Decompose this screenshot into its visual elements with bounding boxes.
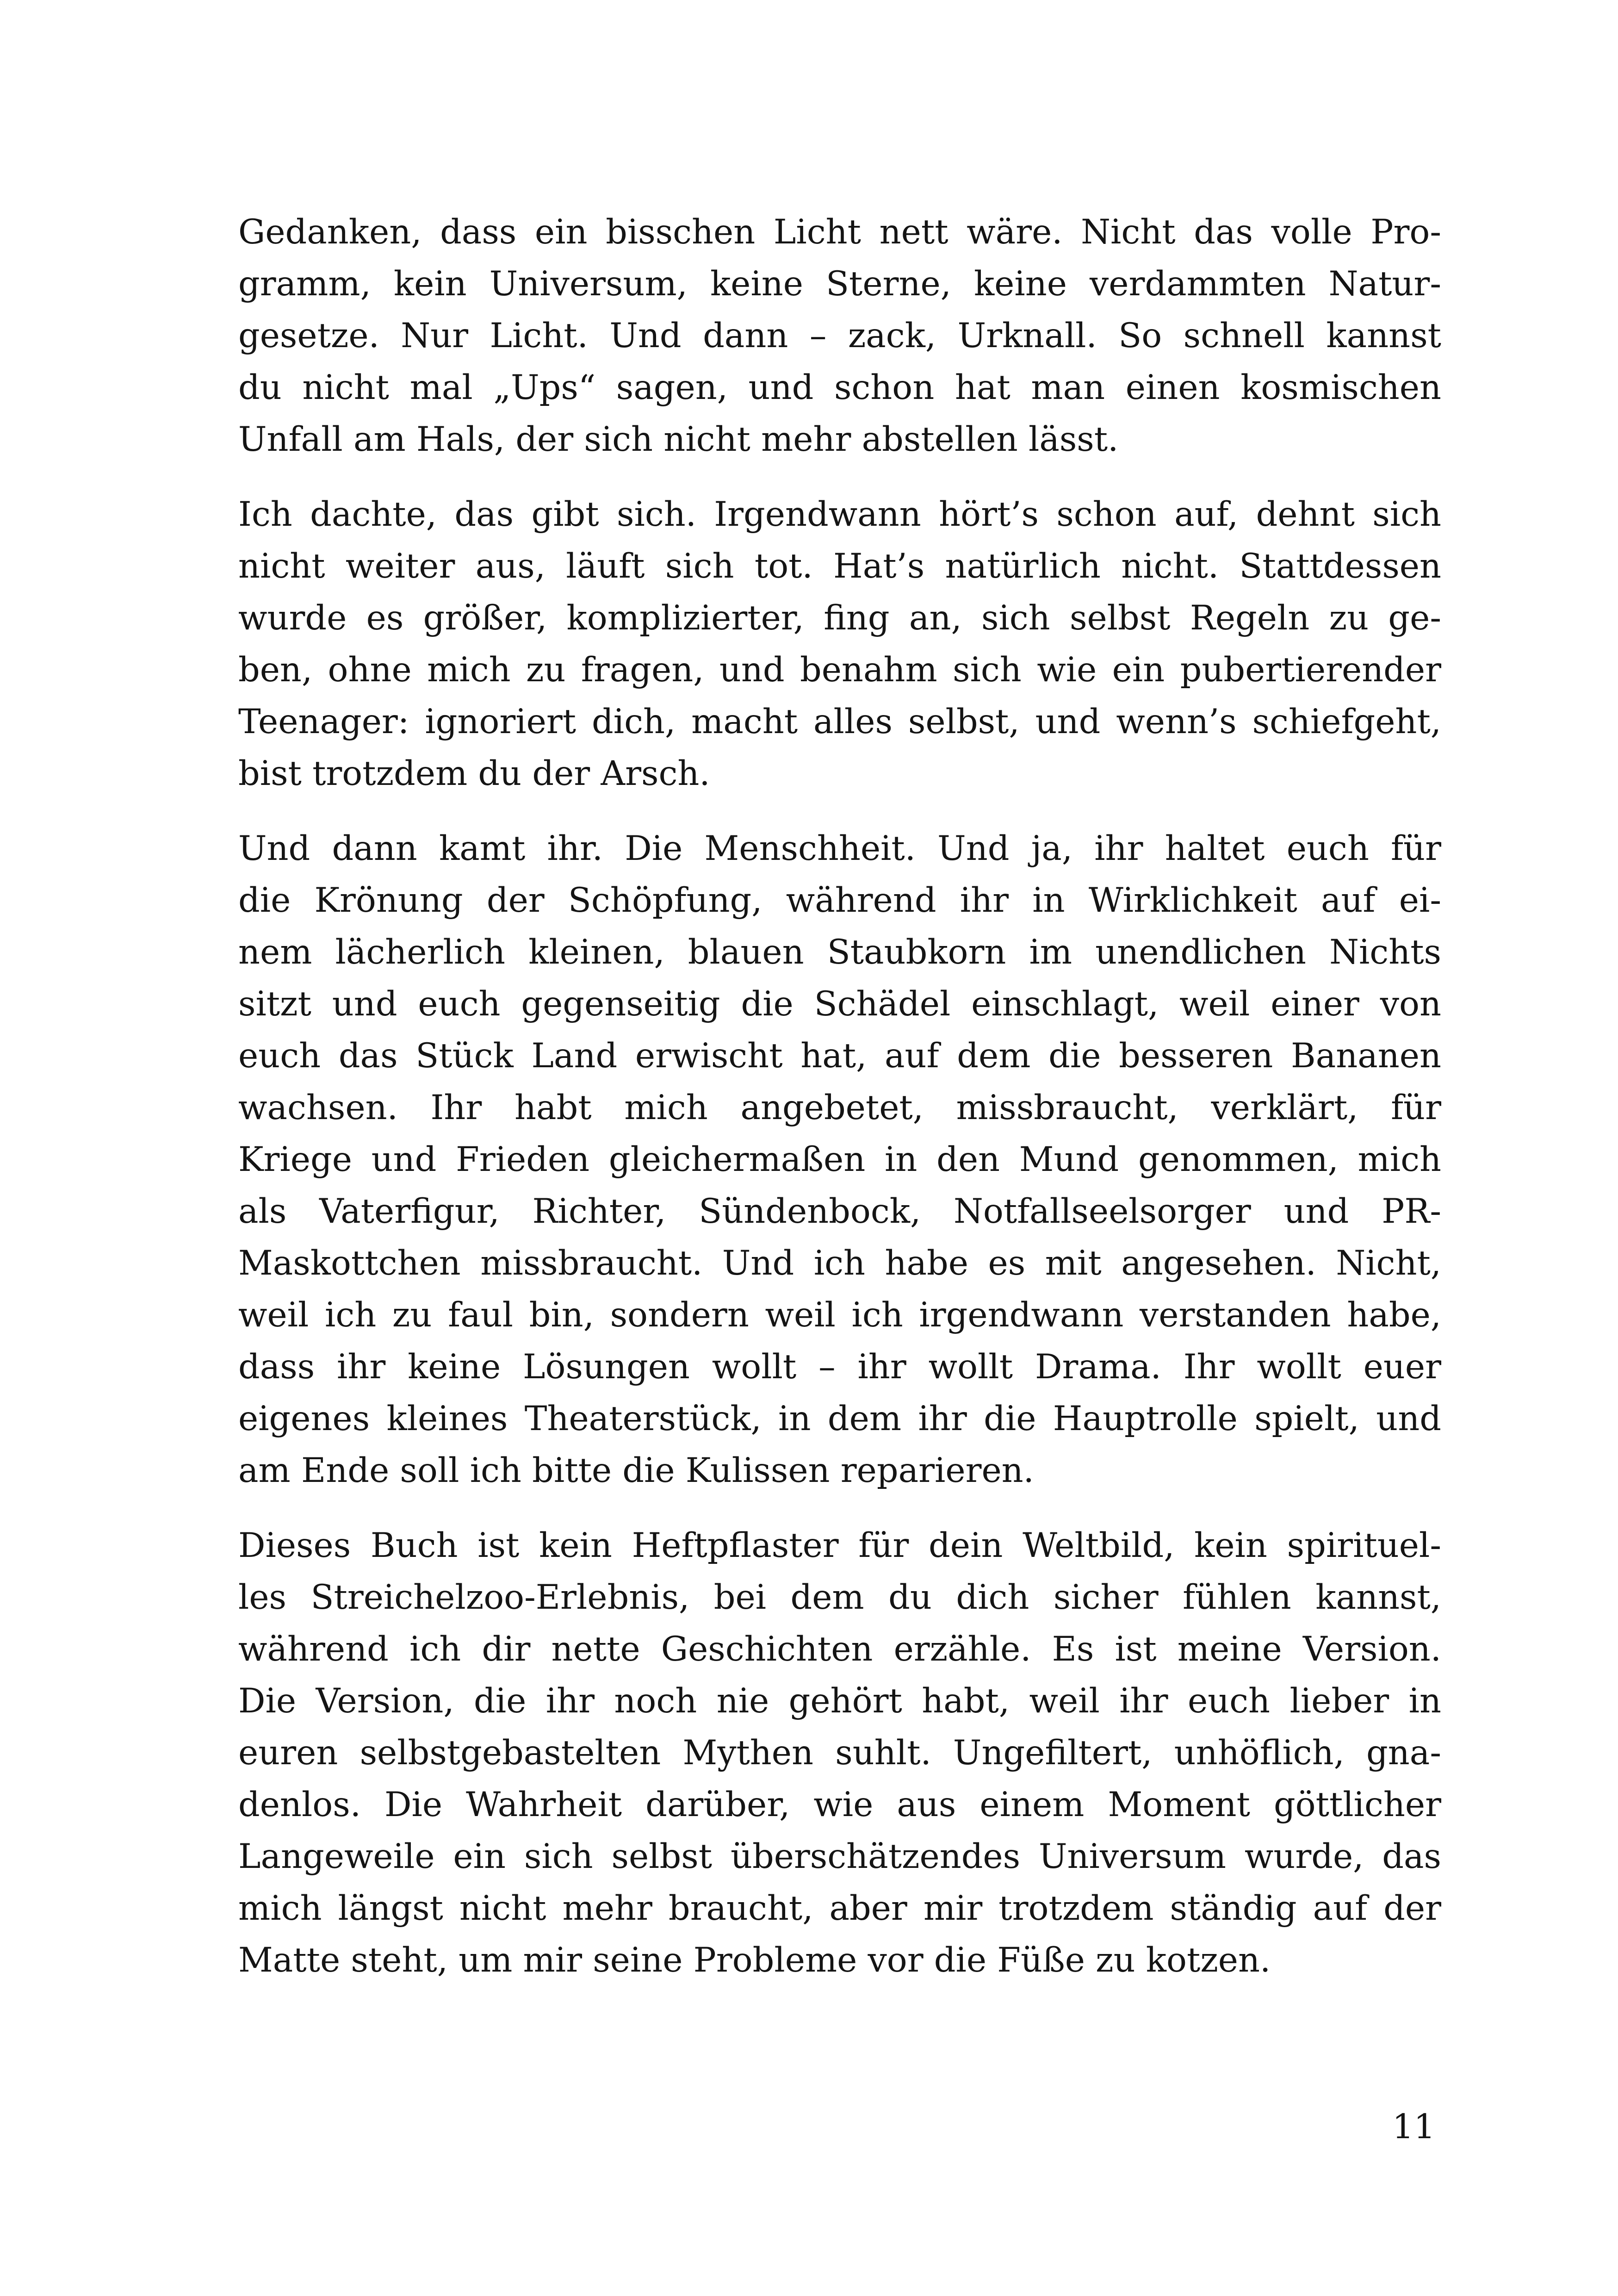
text-line: Matte steht, um mir seine Probleme vor die Füße zu kotzen. (238, 1941, 1271, 1980)
text-line: am Ende soll ich bitte die Kulissen reparieren. (238, 1451, 1034, 1490)
text-line: gramm, kein Universum, keine Sterne, keine verdammten Natur- (238, 264, 1441, 304)
text-line: du nicht mal „Ups“ sagen, und schon hat man einen kosmischen (238, 368, 1441, 407)
text-line: bist trotzdem du der Arsch. (238, 754, 710, 793)
text-line: Langeweile ein sich selbst überschätzendes Universum wurde, das (238, 1837, 1441, 1876)
paragraph-2 (238, 489, 1441, 800)
paragraph-3 (238, 823, 1441, 1497)
text-line: dass ihr keine Lösungen wollt – ihr wollt Drama. Ihr wollt euer (238, 1347, 1441, 1387)
text-line: Gedanken, dass ein bisschen Licht nett wäre. Nicht das volle Pro- (238, 212, 1441, 252)
text-line: Und dann kamt ihr. Die Menschheit. Und ja, ihr haltet euch für (238, 829, 1441, 868)
text-line: die Krönung der Schöpfung, während ihr in Wirklichkeit auf ei- (238, 881, 1441, 920)
text-line: als Vaterfigur, Richter, Sündenbock, Notfallseelsorger und PR- (238, 1192, 1441, 1231)
text-line: Ich dachte, das gibt sich. Irgendwann hört’s schon auf, dehnt sich (238, 495, 1441, 534)
text-line: Die Version, die ihr noch nie gehört habt, weil ihr euch lieber in (238, 1681, 1441, 1721)
text-line: ben, ohne mich zu fragen, und benahm sich wie ein pubertierender (238, 650, 1441, 690)
text-line: während ich dir nette Geschichten erzähle. Es ist meine Version. (238, 1630, 1441, 1669)
body-text (238, 206, 1441, 2010)
text-line: Dieses Buch ist kein Heftpflaster für dein Weltbild, kein spirituel- (238, 1526, 1441, 1565)
text-line: Kriege und Frieden gleichermaßen in den Mund genommen, mich (238, 1140, 1441, 1179)
text-line: weil ich zu faul bin, sondern weil ich irgendwann verstanden habe, (238, 1295, 1441, 1335)
paragraph-1 (238, 206, 1441, 466)
paragraph-4 (238, 1520, 1441, 1986)
text-line: wachsen. Ihr habt mich angebetet, missbraucht, verklärt, für (238, 1088, 1441, 1127)
text-line: nicht weiter aus, läuft sich tot. Hat’s natürlich nicht. Stattdessen (238, 547, 1441, 586)
text-line: sitzt und euch gegenseitig die Schädel einschlagt, weil einer von (238, 984, 1441, 1024)
page-number: 11 (1392, 2107, 1435, 2147)
text-line: nem lächerlich kleinen, blauen Staubkorn im unendlichen Nichts (238, 933, 1441, 972)
text-line: euren selbstgebastelten Mythen suhlt. Ungefiltert, unhöflich, gna- (238, 1733, 1441, 1773)
text-line: wurde es größer, komplizierter, fing an, sich selbst Regeln zu ge- (238, 598, 1441, 638)
text-line: euch das Stück Land erwischt hat, auf dem die besseren Bananen (238, 1036, 1441, 1076)
text-line: gesetze. Nur Licht. Und dann – zack, Urknall. So schnell kannst (238, 316, 1441, 355)
text-line: denlos. Die Wahrheit darüber, wie aus einem Moment göttlicher (238, 1785, 1441, 1824)
text-line: Maskottchen missbraucht. Und ich habe es mit angesehen. Nicht, (238, 1244, 1441, 1283)
text-line: Teenager: ignoriert dich, macht alles selbst, und wenn’s schiefgeht, (238, 702, 1441, 741)
text-line: eigenes kleines Theaterstück, in dem ihr die Hauptrolle spielt, und (238, 1399, 1441, 1438)
text-line: Unfall am Hals, der sich nicht mehr abstellen lässt. (238, 420, 1119, 459)
text-line: les Streichelzoo-Erlebnis, bei dem du dich sicher fühlen kannst, (238, 1578, 1441, 1617)
text-line: mich längst nicht mehr braucht, aber mir trotzdem ständig auf der (238, 1889, 1441, 1928)
